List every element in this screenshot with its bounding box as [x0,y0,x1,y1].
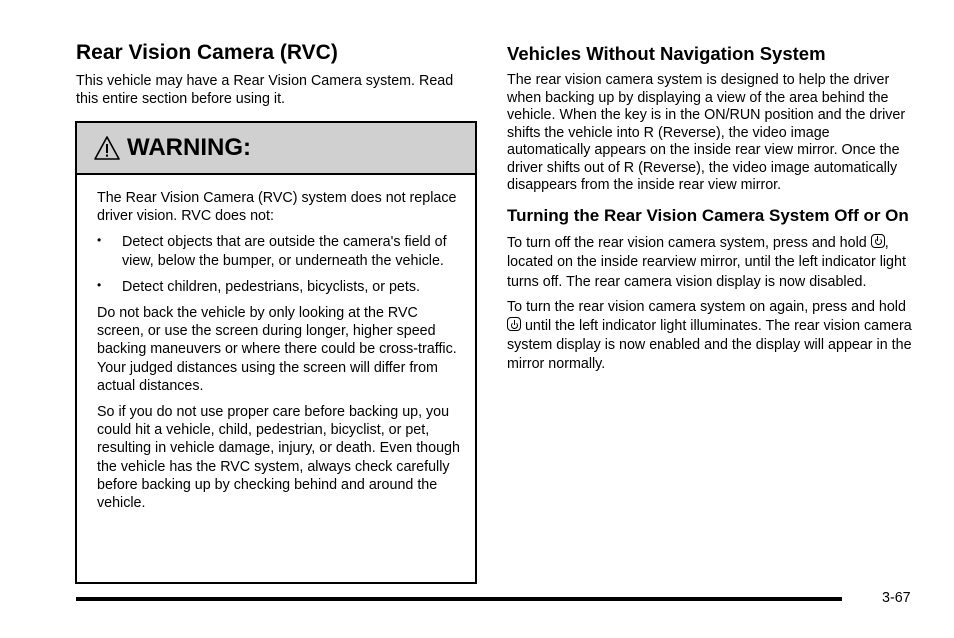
no-nav-paragraph: The rear vision camera system is designed to help the driver when backing up by displaying a view of the area behind the vehicle. When the key is in the ON/RUN position and the driver shifts the vehicle into R (Reverse), the video image automatically appears on the inside rear view mirror. Once the driver shifts out of R (Reverse), the video image automatically disappears from the inside rear view mirror. [507,72,906,193]
right-column [507,42,912,374]
section-title-rvc: Rear Vision Camera (RVC) [76,41,338,64]
list-item: • Detect children, pedestrians, bicyclists, or pets. [97,278,461,296]
warning-label: WARNING: [127,134,251,161]
turn-off-text-before: To turn off the rear vision camera system, press and hold [507,234,871,251]
turn-on-text-before: To turn the rear vision camera system on again, press and hold [507,299,906,315]
turn-off-text-after: , located on the inside rearview mirror, until the left indicator light turns off. The rear camera vision display is now disabled. [507,234,906,290]
footer-rule [76,597,842,601]
turn-on-paragraph [507,298,912,374]
power-button-icon [507,317,521,331]
warning-paragraph-1: The Rear Vision Camera (RVC) system does not replace driver vision. RVC does not: [97,190,457,225]
power-button-icon [871,234,885,248]
turn-on-text-after: until the left indicator light illuminates. The rear vision camera system display is now enabled and the display will appear in the mirror normally. [507,318,912,372]
warning-triangle-icon [93,135,121,161]
warning-paragraph-2: Do not back the vehicle by only looking at the RVC screen, or use the screen during longer, higher speed backing maneuvers or where there could be cross-traffic. Your judged distances using the screen will differ from actual distances. [97,305,457,394]
subsection-title-off-on: Turning the Rear Vision Camera System Off or On [507,205,909,225]
warning-paragraph-3: So if you do not use proper care before backing up, you could hit a vehicle, child, pedestrian, bicyclist, or pet, resulting in vehicle damage, injury, or death. Even though the vehicle has the RVC system, always check carefully before backing up by checking behind and around the vehicle. [97,404,460,512]
intro-paragraph: This vehicle may have a Rear Vision Camera system. Read this entire section before using it. [76,73,454,107]
turn-off-paragraph [507,234,912,293]
warning-body [97,189,461,512]
warning-header [77,123,475,175]
warning-bullet-list [97,233,461,296]
list-item: • Detect objects that are outside the camera's field of view, below the bumper, or underneath the vehicle. [97,233,461,269]
section-title-no-nav: Vehicles Without Navigation System [507,43,826,64]
warning-box [75,121,477,584]
page-number: 3-67 [882,590,911,606]
left-column [76,40,478,108]
